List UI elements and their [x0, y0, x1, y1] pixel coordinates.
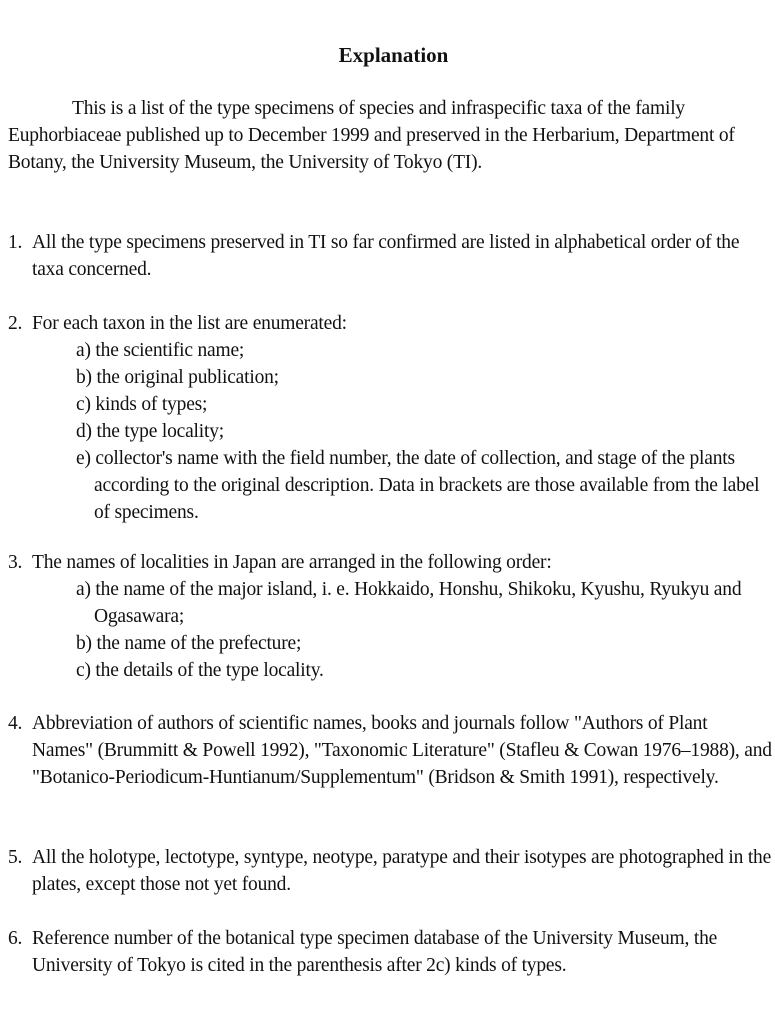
list-item-1 [8, 229, 773, 283]
list-item-6 [8, 925, 773, 979]
sub-list-item: b) the original publication; [76, 367, 279, 388]
sub-list-item: b) the name of the prefecture; [76, 633, 302, 654]
sub-list-item: d) the type locality; [76, 421, 224, 442]
list-item-text: Abbreviation of authors of scientific names, books and journals follow "Authors of Plant Names" (Brummitt & Powell 1992), "Taxonomic Literature" (Stafleu & Cowan 1976–1988), and "Botanico-Periodicum-Huntianum/Supplementum" (Bridson & Smith 1991), respectively. [32, 713, 772, 788]
list-item-text: Reference number of the botanical type specimen database of the University Museum, the University of Tokyo is cited in the parenthesis after 2c) kinds of types. [32, 928, 718, 976]
list-item-text: The names of localities in Japan are arranged in the following order: [32, 552, 552, 573]
list-item-3 [8, 549, 773, 684]
sub-list-item: c) the details of the type locality. [76, 660, 324, 681]
list-item-2 [8, 310, 773, 526]
sub-list-item: c) kinds of types; [76, 394, 208, 415]
list-item-4 [8, 710, 773, 791]
list-item-5 [8, 844, 773, 898]
list-item-number: 5. [8, 847, 23, 868]
sub-list [32, 337, 773, 526]
list-item-number: 1. [8, 232, 23, 253]
page-title: Explanation [338, 43, 449, 67]
sub-list-item: e) collector's name with the field number, the date of collection, and stage of the plants according to the original description. Data in brackets are those available from the label of specimens. [76, 448, 760, 523]
sub-list-item: a) the name of the major island, i. e. Hokkaido, Honshu, Shikoku, Kyushu, Ryukyu and Ogasawara; [76, 579, 742, 627]
list-item-number: 2. [8, 313, 23, 334]
list-item-number: 4. [8, 713, 23, 734]
list-item-number: 6. [8, 928, 23, 949]
intro-paragraph: This is a list of the type specimens of species and infraspecific taxa of the family Euphorbiaceae published up to December 1999 and preserved in the Herbarium, Department of Botany, the University Museum, the University of Tokyo (TI). [8, 98, 735, 173]
list-item-text: All the type specimens preserved in TI so far confirmed are listed in alphabetical order of the taxa concerned. [32, 232, 740, 280]
list-item-number: 3. [8, 552, 23, 573]
list-item-text: All the holotype, lectotype, syntype, neotype, paratype and their isotypes are photographed in the plates, except those not yet found. [32, 847, 772, 895]
sub-list [32, 576, 773, 684]
sub-list-item: a) the scientific name; [76, 340, 245, 361]
list-item-text: For each taxon in the list are enumerated: [32, 313, 347, 334]
